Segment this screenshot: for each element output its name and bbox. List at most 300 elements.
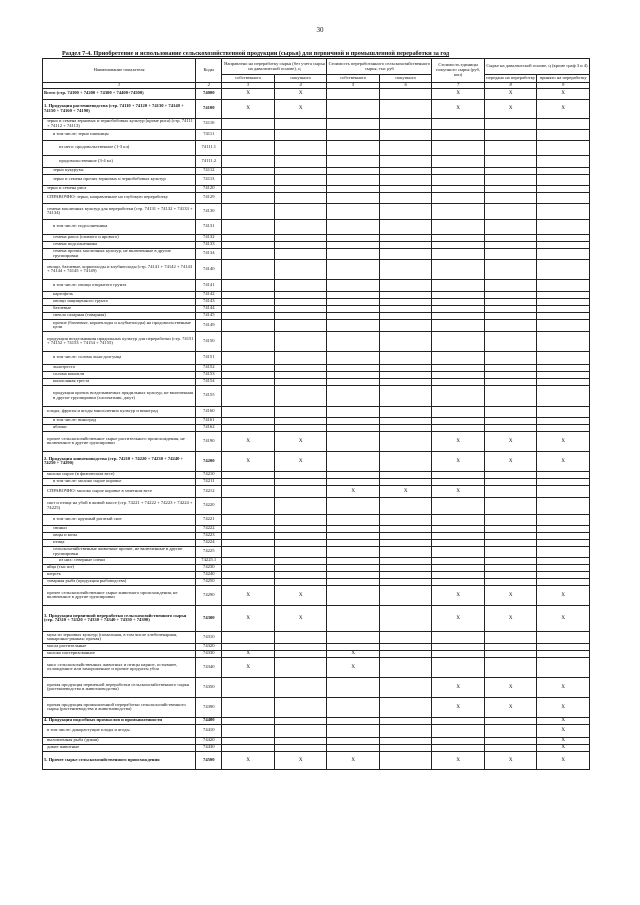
row-name: СПРАВОЧНО: зерно, направленное на глубокую переработку [43,192,196,203]
table-row [43,298,590,305]
row-cell [432,737,485,744]
row-cell [327,557,380,564]
row-cell [537,185,590,192]
row-cell [537,312,590,319]
row-name: в том числе: овощи открытого грунта [43,279,196,291]
row-cell [537,417,590,424]
table-row [43,451,590,471]
row-code: 74212 [196,485,222,497]
row-cell: X [537,751,590,769]
row-cell [484,364,537,371]
row-cell [432,234,485,241]
row-cell: X [222,451,275,471]
row-cell [222,192,275,203]
row-cell [379,650,432,657]
row-cell [379,319,432,331]
row-cell [327,539,380,546]
row-name: товарная рыба (продукция рыбоводства) [43,578,196,585]
row-cell [222,174,275,185]
row-cell [484,497,537,514]
table-row [43,744,590,751]
row-cell [327,167,380,174]
row-cell [432,185,485,192]
row-cell: X [484,88,537,99]
row-cell [327,291,380,298]
row-cell [484,312,537,319]
row-cell [222,497,275,514]
row-cell [274,478,327,485]
row-cell [327,643,380,650]
row-cell [484,174,537,185]
row-cell: X [327,657,380,677]
row-cell [274,192,327,203]
table-row [43,424,590,431]
row-cell [484,298,537,305]
row-cell [432,564,485,571]
row-code: 74160 [196,406,222,417]
row-name: продукция возделывания прядильных культур для переработки (стр. 74151 + 74152 + 74153 + 74154 + 74155) [43,331,196,351]
row-cell [432,546,485,557]
row-cell [327,155,380,167]
row-cell [222,364,275,371]
row-code: 74154 [196,378,222,385]
row-name: прочее сельскохозяйственное сырье животного происхождения, не включенное в другие группировки [43,585,196,605]
row-name: скот и птица на убой в живой массе (стр. 74221 + 74222 + 74223 + 74224 + 74225) [43,497,196,514]
header-code: Коды [196,59,222,83]
row-cell [222,546,275,557]
row-code: 74350 [196,677,222,697]
row-cell [327,331,380,351]
table-row [43,118,590,129]
row-cell [379,234,432,241]
row-cell: X [274,99,327,118]
row-cell [432,744,485,751]
table-row [43,578,590,585]
row-cell [537,564,590,571]
row-cell [432,539,485,546]
row-code: 74211 [196,478,222,485]
row-name: семена рапса (озимого и ярового) [43,234,196,241]
row-cell [432,578,485,585]
table-row [43,657,590,677]
table-row [43,564,590,571]
row-cell [274,291,327,298]
table-row [43,219,590,234]
row-code: 74144 [196,305,222,312]
row-cell [379,291,432,298]
row-cell [484,155,537,167]
row-name: в том числе: молоко сырое коровье [43,478,196,485]
row-cell: X [432,751,485,769]
row-cell: X [537,99,590,118]
row-code: 74000 [196,88,222,99]
row-cell: X [432,431,485,451]
row-cell [222,406,275,417]
row-cell [379,259,432,279]
table-row [43,525,590,532]
row-cell [222,129,275,140]
table-row [43,279,590,291]
row-cell [537,364,590,371]
row-cell [537,497,590,514]
row-cell [327,737,380,744]
table-row [43,192,590,203]
table-row [43,406,590,417]
row-cell: X [432,485,485,497]
row-cell: X [432,99,485,118]
row-cell [432,406,485,417]
row-cell [327,717,380,724]
row-cell [222,378,275,385]
row-cell [379,578,432,585]
row-cell [379,631,432,643]
row-cell: X [432,677,485,697]
row-name: овцы и козы [43,532,196,539]
row-cell [379,203,432,219]
row-cell [327,417,380,424]
row-name: бахчевые [43,305,196,312]
row-cell [537,192,590,203]
row-cell [379,174,432,185]
row-cell [222,331,275,351]
row-code: 74210 [196,471,222,478]
row-cell [379,312,432,319]
row-cell [432,291,485,298]
row-cell [432,724,485,737]
row-cell [327,129,380,140]
report-table [42,58,590,770]
row-cell [379,751,432,769]
row-name: из них: северные олени [43,557,196,564]
row-cell [274,631,327,643]
row-cell [327,319,380,331]
row-cell [327,406,380,417]
table-row [43,155,590,167]
header-col8: передано на переработку [484,75,537,83]
row-code: 74224 [196,539,222,546]
row-name: в том числе: зерно пшеницы [43,129,196,140]
row-code: 74225 [196,546,222,557]
row-cell [274,305,327,312]
row-cell [484,564,537,571]
row-cell [484,279,537,291]
row-cell [432,298,485,305]
row-code: 74223 [196,532,222,539]
row-cell: X [432,697,485,717]
row-cell [327,451,380,471]
row-cell [327,174,380,185]
row-cell [484,571,537,578]
row-cell [432,129,485,140]
row-cell [222,564,275,571]
row-name: в том числе: дикорастущие плоды и ягоды [43,724,196,737]
row-cell [379,724,432,737]
row-cell [327,578,380,585]
row-code: 74140 [196,259,222,279]
row-cell [484,539,537,546]
row-cell [379,605,432,631]
row-code: 74222 [196,525,222,532]
row-cell [274,532,327,539]
row-cell: X [274,585,327,605]
row-code: 74310 [196,631,222,643]
row-cell [432,259,485,279]
row-cell [484,351,537,364]
row-cell [274,724,327,737]
row-cell: X [222,99,275,118]
row-cell: X [484,677,537,697]
row-cell [274,485,327,497]
row-cell [432,557,485,564]
row-cell [537,331,590,351]
row-cell [274,129,327,140]
row-name: из него: продовольственное (1-3 кл) [43,140,196,155]
row-cell: X [327,485,380,497]
row-cell [537,203,590,219]
row-cell [484,744,537,751]
row-cell [537,650,590,657]
row-cell [327,571,380,578]
row-cell [537,279,590,291]
row-cell [537,371,590,378]
column-number: 1 [43,83,196,89]
row-cell [484,129,537,140]
row-cell: X [327,751,380,769]
row-cell [327,478,380,485]
row-name: зерно и семена прочих зерновых и зернобобовых культур [43,174,196,185]
header-bought-2: покупного [379,75,432,83]
row-name: 5. Прочее сырье сельскохозяйственного происхождения [43,751,196,769]
row-cell: X [537,88,590,99]
row-cell: X [432,585,485,605]
row-cell [274,298,327,305]
header-own-2: собственного [327,75,380,83]
row-cell [379,241,432,248]
table-row [43,371,590,378]
row-code: 74340 [196,657,222,677]
row-code: 74145 [196,312,222,319]
row-cell [379,406,432,417]
row-cell [222,319,275,331]
row-cell [327,298,380,305]
table-row [43,140,590,155]
table-row [43,385,590,406]
row-cell [327,364,380,371]
row-cell [432,192,485,203]
row-code: 74500 [196,751,222,769]
row-name: 2. Продукция животноводства (стр. 74210 + 74220 + 74230 + 74240 + 74250 + 74290) [43,451,196,471]
row-name: мясо сельскохозяйственных животных и птицы парное, остывшее, охлажденное или замороженное и прочие продукты убоя [43,657,196,677]
row-cell [222,279,275,291]
row-code: 74390 [196,697,222,717]
row-code: 74221 [196,514,222,525]
row-cell [484,514,537,525]
row-cell [327,234,380,241]
row-code: 74143 [196,298,222,305]
row-cell [484,717,537,724]
row-cell [222,241,275,248]
row-cell [327,312,380,319]
row-cell [274,234,327,241]
row-code: 74112 [196,167,222,174]
row-code: 74155 [196,385,222,406]
table-row [43,631,590,643]
row-code: 74113 [196,174,222,185]
row-cell [327,279,380,291]
row-name: мука из зерновых культур (помольная, в том числе хлебопекарная, макаронно-ржаная; прочая) [43,631,196,643]
column-number: 9 [537,83,590,89]
row-cell [274,319,327,331]
row-cell [274,424,327,431]
row-cell [379,219,432,234]
row-cell [484,219,537,234]
row-cell [222,312,275,319]
row-cell [222,417,275,424]
row-cell [274,571,327,578]
row-cell [274,371,327,378]
row-cell [484,546,537,557]
row-code: 74230 [196,564,222,571]
row-cell: X [537,585,590,605]
row-cell [537,424,590,431]
row-cell [432,118,485,129]
row-cell: X [484,431,537,451]
row-code: 74320 [196,643,222,650]
table-row [43,737,590,744]
row-cell [274,564,327,571]
row-cell [484,532,537,539]
row-cell [222,677,275,697]
row-cell [274,677,327,697]
row-cell [274,643,327,650]
row-cell [379,571,432,578]
row-cell: X [537,717,590,724]
row-cell [484,167,537,174]
table-row [43,751,590,769]
row-cell: X [379,485,432,497]
row-cell [537,657,590,677]
row-cell [537,631,590,643]
row-cell [222,185,275,192]
row-cell [432,167,485,174]
row-cell [274,717,327,724]
row-code: 74153 [196,371,222,378]
row-cell [484,140,537,155]
row-cell [484,319,537,331]
row-cell [222,385,275,406]
row-cell [432,571,485,578]
table-row [43,312,590,319]
row-cell [432,331,485,351]
row-cell: X [274,88,327,99]
row-cell [327,724,380,737]
row-cell [274,331,327,351]
header-own-1: собственного [222,75,275,83]
row-cell [327,140,380,155]
row-cell [222,737,275,744]
row-code: 74110 [196,118,222,129]
row-cell [484,417,537,424]
row-cell [222,424,275,431]
row-cell [274,118,327,129]
row-cell [484,471,537,478]
row-name: прочая продукция первичной переработки сельскохозяйственного сырья (растениеводства и животноводства) [43,677,196,697]
row-cell [379,298,432,305]
table-row [43,129,590,140]
row-cell [222,155,275,167]
row-cell [537,571,590,578]
row-cell [327,203,380,219]
row-cell [537,129,590,140]
row-cell: X [537,737,590,744]
row-name: яйца (тыс шт) [43,564,196,571]
row-name: выловленная рыба (дикая) [43,737,196,744]
row-cell: X [537,431,590,451]
row-cell [222,118,275,129]
row-cell [379,532,432,539]
row-cell [379,643,432,650]
row-cell [327,546,380,557]
table-row [43,88,590,99]
row-cell: X [537,724,590,737]
row-cell [484,259,537,279]
table-row [43,185,590,192]
row-code: 74400 [196,717,222,724]
row-cell [537,557,590,564]
row-name: шерсть [43,571,196,578]
row-cell [222,259,275,279]
row-cell [274,471,327,478]
row-cell [432,497,485,514]
row-cell [222,291,275,298]
header-col9: принято на переработку [537,75,590,83]
table-row [43,331,590,351]
row-cell [537,241,590,248]
row-code: 74290 [196,585,222,605]
table-row [43,167,590,174]
row-cell: X [432,88,485,99]
row-cell: X [222,88,275,99]
header-name: Наименование показателя [43,59,196,83]
row-cell [537,385,590,406]
row-code: 74151 [196,351,222,364]
row-code: 74111.2 [196,155,222,167]
row-cell [379,248,432,259]
row-cell [432,643,485,650]
row-code: 74133 [196,241,222,248]
row-code: 74111 [196,129,222,140]
row-cell [222,643,275,650]
row-cell [379,118,432,129]
table-row [43,319,590,331]
row-cell [484,631,537,643]
row-cell [274,219,327,234]
row-cell [537,319,590,331]
row-cell [327,185,380,192]
row-name: 1. Продукция растениеводства (стр. 74110 + 74120 + 74130 + 74140 + 74150 + 74160 + 74190) [43,99,196,118]
row-cell [484,331,537,351]
row-cell [432,279,485,291]
row-name: конопляная треста [43,378,196,385]
column-number: 4 [274,83,327,89]
row-name: 4. Продукция подсобных промыслов и промышленности [43,717,196,724]
row-name: СПРАВОЧНО: молоко сырое коровье в зачетном весе [43,485,196,497]
row-cell: X [274,431,327,451]
row-cell [379,155,432,167]
row-cell [432,471,485,478]
row-cell [274,241,327,248]
row-code: 74130 [196,203,222,219]
